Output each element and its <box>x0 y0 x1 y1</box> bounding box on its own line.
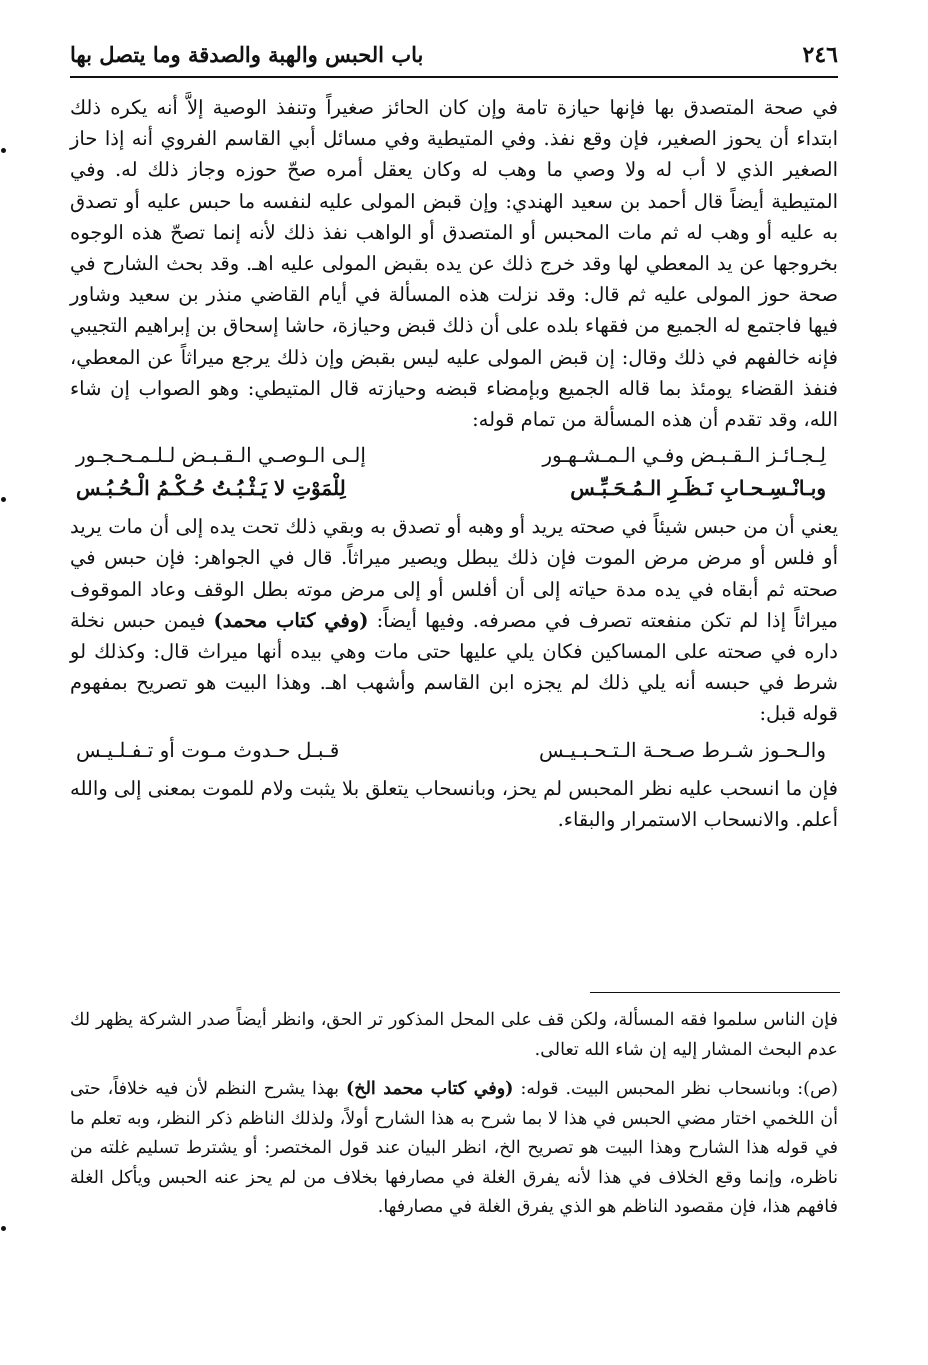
verse-hemistich-right: والـحـوز شـرط صـحـة الـتـحـبـيـس <box>539 737 826 762</box>
verse-hemistich-right: وبـانْـسِـحـابِ نَـظَـرِ الـمُـحَـبِّـس <box>570 476 826 501</box>
footnote-2-bold: (وفي كتاب محمد الخ) <box>346 1079 514 1099</box>
verse-block-2 <box>70 734 838 767</box>
margin-mark <box>1 148 6 153</box>
main-text <box>70 92 838 835</box>
citation-bold: (وفي كتاب محمد) <box>213 608 369 632</box>
verse-line-2 <box>70 472 838 505</box>
verse-hemistich-right: لِـجـائـز الـقـبـض وفـي الـمـشـهـور <box>542 443 826 468</box>
verse-hemistich-left: إلـى الـوصـي الـقـبـض لـلـمـحـجـور <box>76 443 366 468</box>
margin-mark <box>1 497 6 502</box>
footnote-2-tail: بهذا يشرح النظم لأن فيه خلافاً، حتى أن اللخمي اختار مضي الحبس في هذا لا بما شرح به هذا الشارح أولاً، ولذلك الناظم ذكر النظر، وبه تعلم ما في قوله هذا الشارح وهذا البيت هو تصريح الخ، انظر البيان عند قول المختصر: أو يشترط تسليم غلته من ناظره، وإنما وقع الخلاف في هذا لأنه يفرق الغلة في مصارفها بخلاف من لم يحز عنه الحبس ويأكل الغلة فافهم هذا، فإن مقصود الناظم هو الذي يفرق الغلة في مصارفها. <box>70 1079 838 1217</box>
paragraph-3: فإن ما انسحب عليه نظر المحبس لم يحز، وبانسحاب يتعلق بلا يثبت ولام للموت بمعنى إلى والله أعلم. والانسحاب الاستمرار والبقاء. <box>70 776 838 831</box>
paragraph-2-text: يعني أن من حبس شيئاً في صحته يريد أو وهبه أو تصدق به وبقي ذلك تحت يده إلى أن مات يريد أو فلس أو مرض مرض الموت فإن ذلك يبطل ويصير ميراثاً. قال في الجواهر: فإن حبس في صحته ثم أبقاه في يده مدة حياته إلى أن أفلس أو إلى مرض موته بطل الوقف وعاد الموقوف ميراثاً إذا لم تكن منفعته تصرف في مصرفه. وفيها أيضاً: <box>70 515 839 632</box>
paragraph-2-tail: فيمن حبس نخلة داره في صحته على المساكين فكان يلي عليها حتى مات وهي بيده أنها ميراث قال: وكذلك لو شرط في حبسه أنه يلي ذلك لم يجزه ابن القاسم وأشهب اهـ. وهذا البيت هو تصريح بمفهوم قوله قبل: <box>70 608 838 726</box>
footnote-divider <box>590 992 840 993</box>
margin-mark <box>1 1226 6 1231</box>
paragraph-1: في صحة المتصدق بها فإنها حيازة تامة وإن كان الحائز صغيراً وتنفذ الوصية إلاَّ أنه يكره ذلك ابتداء أن يحوز الصغير، فإن وقع نفذ. وفي المتيطية وفي مسائل أبي القاسم الفروي أنه إذا حاز الصغير الذي لا أب له ولا وصي ما وهب له وكان يعقل أمره صحّ حوزه وجاز ذلك له. وفي المتيطية أيضاً قال أحمد بن سعيد الهندي: وإن قبض المولى عليه لنفسه ما حبس عليه أو تصدق به عليه أو وهب له ثم مات المحبس أو المتصدق أو الواهب نفذ ذلك لأنه إنما تصحّ هذه الوجوه بخروجها عن يد المعطي لها وقد خرج ذلك عن يده بقبض المولى عليه اهـ. وقد بحث الشارح في صحة حوز المولى عليه ثم قال: وقد نزلت هذه المسألة في أيام القاضي منذر بن سعيد وشاور فيها فاجتمع له الجميع من فقهاء بلده على أن ذلك قبض وحيازة، حاشا إسحاق بن إبراهيم التجيبي فإنه خالفهم في ذلك وقال: إن قبض المولى عليه ليس بقبض وإن ذلك يرجع ميراثاً عن المعطي، فنفذ القضاء يومئذ بما قاله الجميع وبإمضاء قبضه وحيازته قال المتيطي: وهو الصواب إن شاء الله، وقد تقدم أن هذه المسألة من تمام قوله: <box>70 96 838 432</box>
verse-line-1 <box>70 439 838 472</box>
footnote-1: فإن الناس سلموا فقه المسألة، ولكن قف على المحل المذكور تر الحق، وانظر أيضاً صدر الشركة يظهر لك عدم البحث المشار إليه إن شاء الله تعالى. <box>70 1010 838 1060</box>
running-title: باب الحبس والهبة والصدقة وما يتصل بها <box>70 42 424 67</box>
paragraph-2 <box>70 511 838 729</box>
footnote-2-head: (ص): وبانسحاب نظر المحبس البيت. قوله: <box>520 1079 838 1099</box>
footnote-2 <box>70 1075 838 1223</box>
page-header <box>70 40 838 78</box>
verse-block-1 <box>70 439 838 505</box>
verse-hemistich-left: قـبـل حـدوث مـوت أو تـفـلـيـس <box>76 737 340 762</box>
page-number: ٢٤٦ <box>802 42 838 68</box>
verse-hemistich-left: لِلْمَوْتِ لا يَـثْـبُـتُ حُـكْـمُ الْـحُـبُـس <box>76 476 346 501</box>
footnotes <box>70 1006 838 1233</box>
verse-line-3 <box>70 734 838 767</box>
